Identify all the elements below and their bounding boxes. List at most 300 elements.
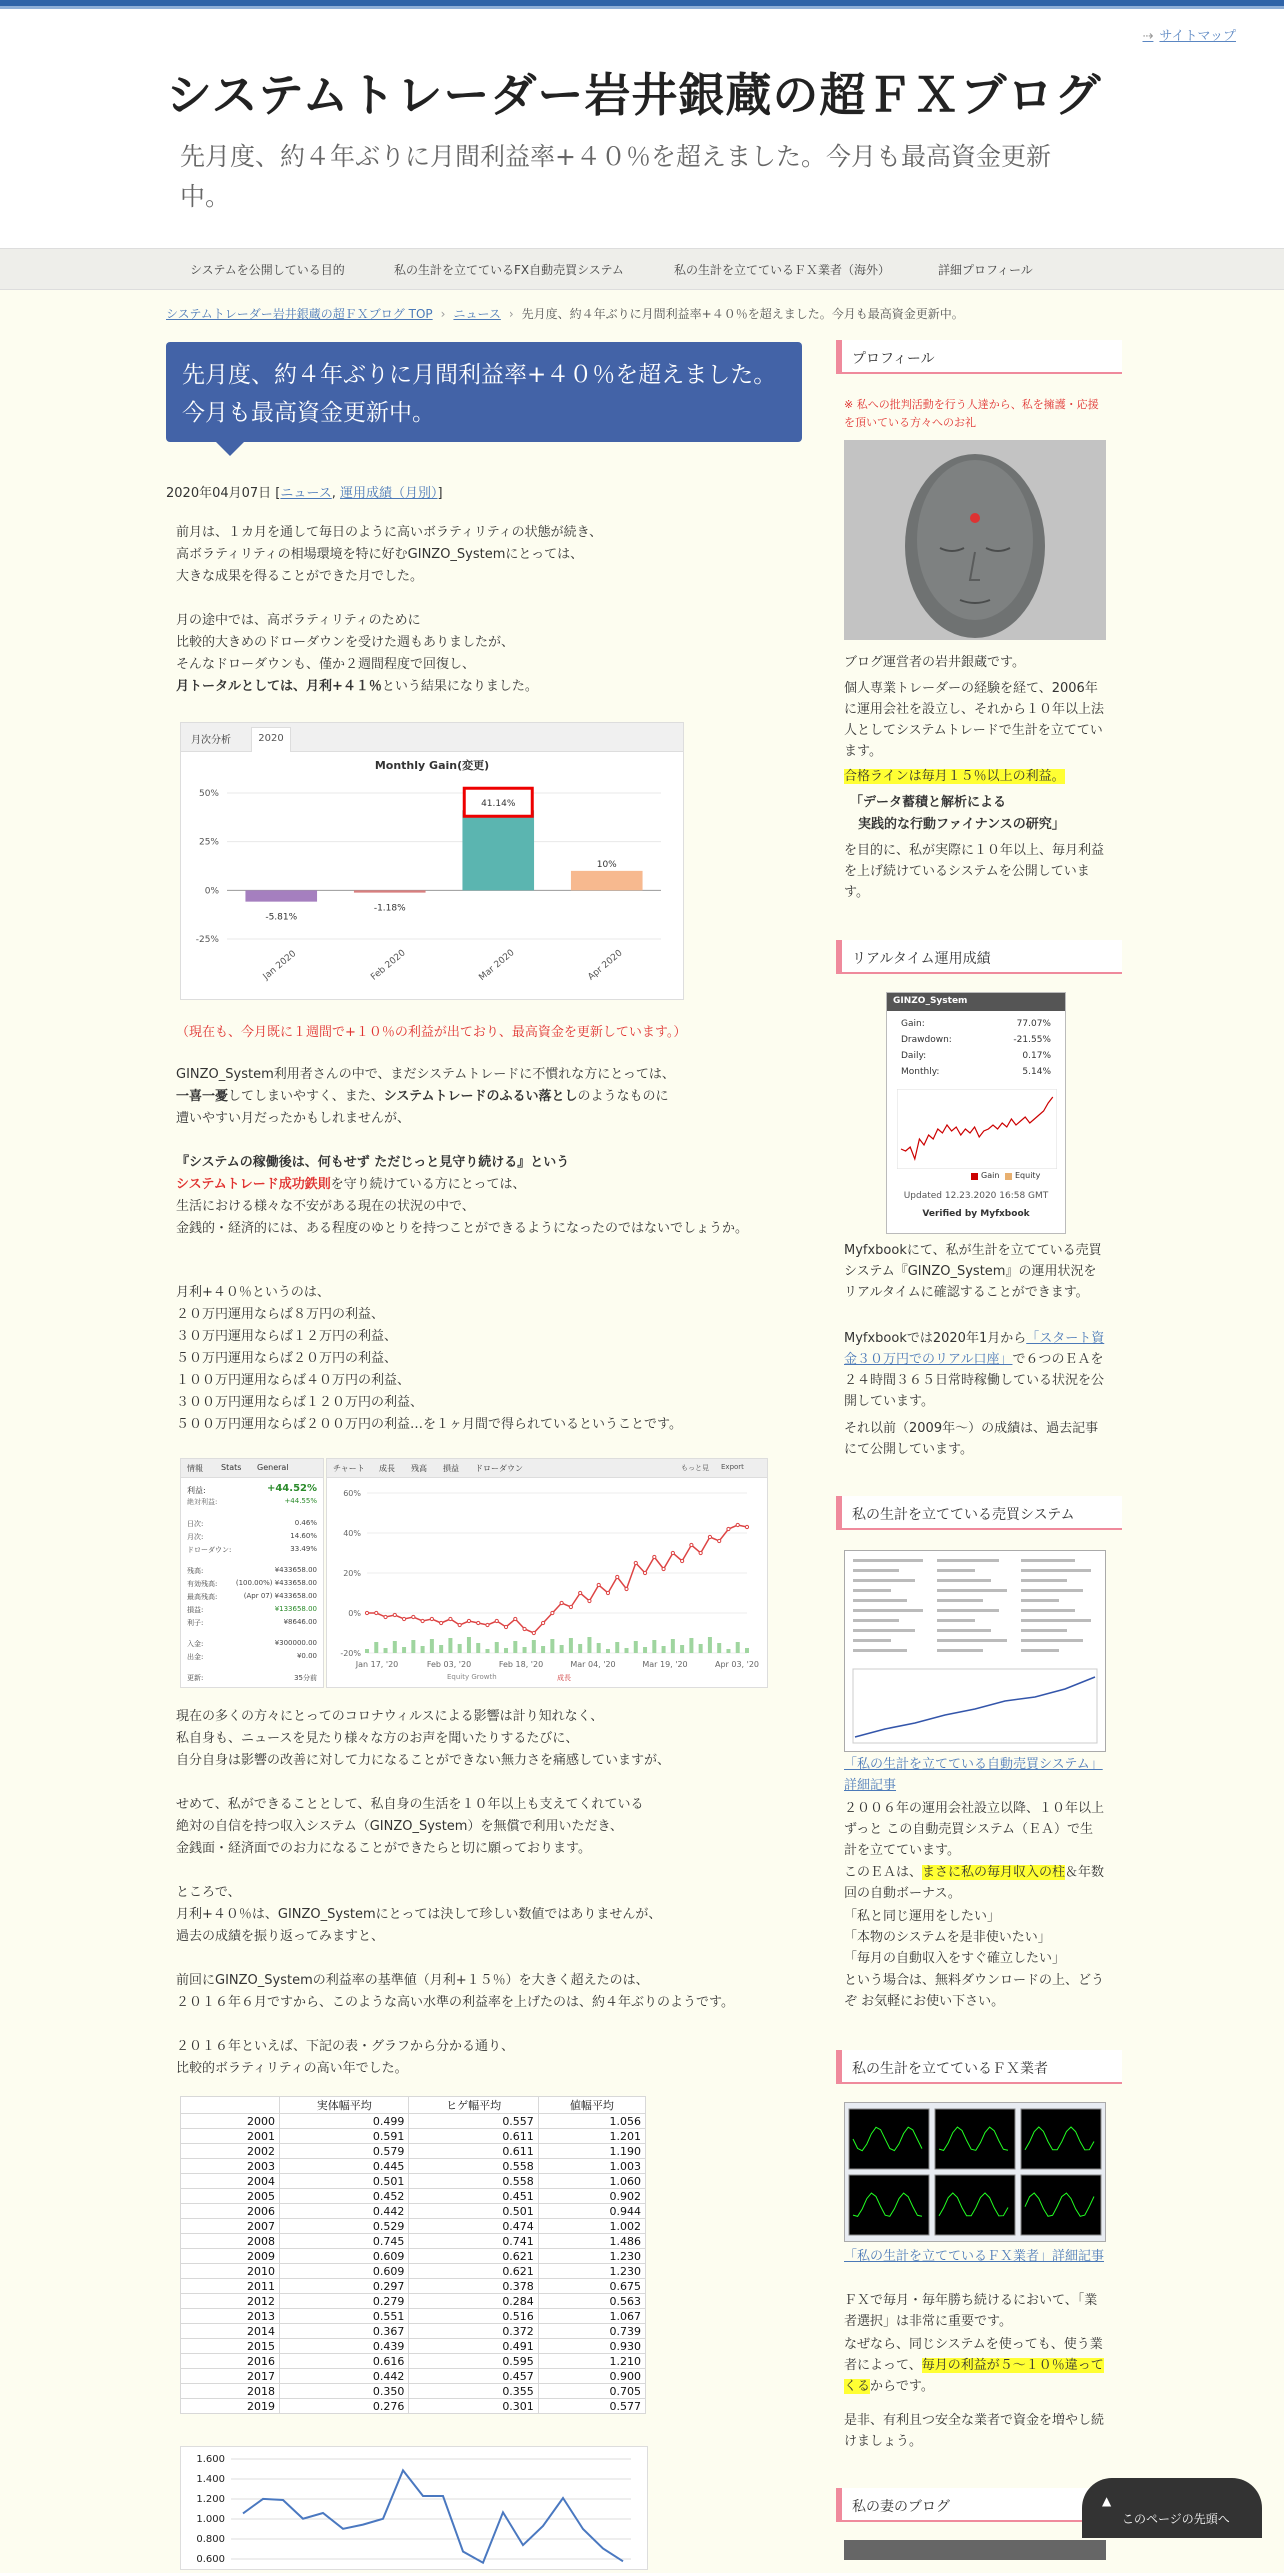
daily-bar bbox=[736, 1642, 740, 1653]
text-line: せめて、私ができることとして、私自身の生活を１０年以上も支えてくれている bbox=[176, 1797, 644, 1812]
table-row bbox=[181, 2384, 646, 2399]
stat-label: Gain: bbox=[901, 1019, 925, 1029]
volatility-table bbox=[180, 2096, 646, 2414]
daily-bar bbox=[625, 1648, 629, 1653]
daily-bar bbox=[662, 1646, 666, 1653]
daily-bar bbox=[532, 1640, 536, 1653]
report-text-line bbox=[937, 1649, 983, 1652]
real-account-link[interactable]: 「スタート資金３０万円でのリアル口座」 bbox=[844, 1331, 1105, 1367]
post-title-box bbox=[166, 342, 802, 442]
growth-point bbox=[449, 1617, 452, 1620]
daily-bar bbox=[699, 1644, 703, 1653]
monthly-gain-widget bbox=[180, 722, 684, 1000]
chevron-right-icon: › bbox=[508, 307, 514, 321]
value-cell: 0.529 bbox=[280, 2219, 409, 2234]
chart-tab-drawdown[interactable]: ドローダウン bbox=[475, 1464, 523, 1473]
report-text-line bbox=[937, 1619, 975, 1622]
more-button[interactable]: もっと見 bbox=[681, 1464, 709, 1472]
post-date: 2020年04月07日 bbox=[166, 486, 272, 501]
year-cell: 2006 bbox=[181, 2204, 280, 2219]
table-row bbox=[181, 2159, 646, 2174]
year-cell: 2016 bbox=[181, 2354, 280, 2369]
daily-bar bbox=[411, 1640, 415, 1653]
value-cell: 0.579 bbox=[280, 2144, 409, 2159]
tab-monthly-analysis[interactable]: 月次分析 bbox=[191, 735, 231, 746]
table-row bbox=[181, 2249, 646, 2264]
text-line bbox=[176, 1174, 796, 1196]
mt4-chart-window bbox=[1021, 2175, 1101, 2235]
y-tick-label: 20% bbox=[343, 1569, 361, 1578]
bold-text: 月トータルとしては、月利+４１％ bbox=[176, 679, 382, 694]
table-row bbox=[181, 2189, 646, 2204]
report-text-line bbox=[853, 1649, 907, 1652]
col-header-wick: ヒゲ幅平均 bbox=[409, 2097, 538, 2114]
divider bbox=[836, 372, 1122, 374]
system-name: GINZO_System bbox=[893, 996, 968, 1006]
growth-point bbox=[523, 1627, 526, 1630]
year-cell: 2011 bbox=[181, 2279, 280, 2294]
value-cell: 0.902 bbox=[538, 2189, 645, 2204]
broker-desc-2 bbox=[844, 2334, 1106, 2397]
value-cell: 0.451 bbox=[409, 2189, 538, 2204]
value-cell: 0.609 bbox=[280, 2249, 409, 2264]
stat-value: ¥433658.00 bbox=[274, 1566, 317, 1574]
value-cell: 1.230 bbox=[538, 2249, 645, 2264]
widget-header-broker bbox=[836, 2050, 1122, 2082]
daily-bar bbox=[393, 1641, 397, 1653]
value-cell: 0.675 bbox=[538, 2279, 645, 2294]
text-span: なぜなら、同じシステムを使っても、使う業者によって、 bbox=[844, 2337, 1103, 2373]
breadcrumb-category[interactable]: ニュース bbox=[453, 307, 501, 321]
growth-point bbox=[458, 1623, 461, 1626]
growth-point bbox=[736, 1523, 739, 1526]
stat-label: 残高: bbox=[187, 1567, 204, 1575]
value-cell: 0.439 bbox=[280, 2339, 409, 2354]
year-cell: 2005 bbox=[181, 2189, 280, 2204]
value-cell: 0.705 bbox=[538, 2384, 645, 2399]
y-tick-label: 25% bbox=[198, 837, 219, 848]
value-cell: 0.501 bbox=[409, 2204, 538, 2219]
text-span: してしまいやすく、また、 bbox=[228, 1089, 384, 1104]
value-cell: 0.367 bbox=[280, 2324, 409, 2339]
table-row bbox=[181, 2219, 646, 2234]
paragraph-7 bbox=[176, 1794, 796, 1860]
growth-point bbox=[467, 1619, 470, 1622]
bar bbox=[245, 890, 317, 901]
daily-bar bbox=[717, 1643, 721, 1653]
value-cell: 0.491 bbox=[409, 2339, 538, 2354]
year-cell: 2001 bbox=[181, 2129, 280, 2144]
profile-bold-1: 「データ蓄積と解析による bbox=[850, 795, 1007, 810]
text-span: のようなものに bbox=[577, 1089, 669, 1104]
value-cell: 0.621 bbox=[409, 2249, 538, 2264]
chart-tab-profit[interactable]: 損益 bbox=[443, 1464, 459, 1473]
paragraph-8 bbox=[176, 1882, 796, 1948]
text-span: Myfxbookでは2020年1月から bbox=[844, 1331, 1027, 1346]
year-cell: 2017 bbox=[181, 2369, 280, 2384]
stat-label: Daily: bbox=[901, 1051, 927, 1061]
year-cell: 2003 bbox=[181, 2159, 280, 2174]
y-tick-label: 1.000 bbox=[196, 2514, 225, 2525]
growth-point bbox=[514, 1617, 517, 1620]
widget-title: リアルタイム運用成績 bbox=[852, 951, 991, 967]
report-text-line bbox=[1021, 1609, 1075, 1612]
growth-point bbox=[643, 1571, 646, 1574]
back-to-top-button[interactable] bbox=[1082, 2478, 1262, 2538]
category-link-news[interactable]: ニュース bbox=[280, 486, 332, 501]
report-text-line bbox=[853, 1559, 923, 1562]
breadcrumb-current: 先月度、約４年ぶりに月間利益率+４０％を超えました。今月も最高資金更新中。 bbox=[521, 307, 964, 321]
global-nav bbox=[0, 248, 1284, 290]
widget-title: 私の妻のブログ bbox=[852, 2499, 950, 2515]
growth-point bbox=[551, 1611, 554, 1614]
growth-point bbox=[671, 1551, 674, 1554]
broker-screenshot-thumbnail[interactable] bbox=[844, 2102, 1106, 2242]
nav-item-purpose[interactable]: システムを公開している目的 bbox=[190, 263, 345, 277]
text-line: そんなドローダウンも、僅か２週間程度で回復し、 bbox=[176, 657, 476, 672]
y-tick-label: 50% bbox=[198, 789, 219, 799]
broker-desc: ＦＸで毎月・毎年勝ち続けるにおいて、「業者選択」は非常に重要です。 bbox=[844, 2293, 1098, 2329]
post-title: 先月度、約４年ぶりに月間利益率+４０％を超えました。今月も最高資金更新中。 bbox=[182, 362, 777, 426]
growth-point bbox=[681, 1559, 684, 1562]
year-cell: 2012 bbox=[181, 2294, 280, 2309]
y-tick-label: 1.600 bbox=[196, 2454, 225, 2465]
value-cell: 1.230 bbox=[538, 2264, 645, 2279]
daily-bar bbox=[374, 1642, 378, 1653]
table-row bbox=[181, 2294, 646, 2309]
volatility-table-box bbox=[180, 2096, 646, 2414]
value-cell: 0.301 bbox=[409, 2399, 538, 2414]
report-text-line bbox=[853, 1609, 923, 1612]
value-cell: 0.551 bbox=[280, 2309, 409, 2324]
value-cell: 0.516 bbox=[409, 2309, 538, 2324]
x-tick-label: Mar 2020 bbox=[477, 947, 517, 984]
export-button[interactable]: Export bbox=[721, 1463, 744, 1471]
volatility-chart-box bbox=[180, 2446, 648, 2570]
volatility-line-chart bbox=[181, 2447, 647, 2569]
text-line: ２０１６年６月ですから、このような高い水準の利益率を上げたのは、約４年ぶりのようです。 bbox=[176, 1995, 734, 2010]
report-text-line bbox=[853, 1639, 891, 1642]
legend-equity-growth: Equity Growth bbox=[447, 1673, 497, 1681]
value-cell: 1.486 bbox=[538, 2234, 645, 2249]
myfxbook-widget[interactable] bbox=[886, 992, 1066, 1234]
report-text-line bbox=[937, 1559, 999, 1562]
report-text-line bbox=[1021, 1599, 1059, 1602]
chart-tab-chart[interactable]: チャート bbox=[333, 1464, 365, 1473]
tab-general[interactable]: General bbox=[257, 1463, 289, 1472]
divider bbox=[836, 1528, 1122, 1530]
value-cell: 0.442 bbox=[280, 2204, 409, 2219]
table-row bbox=[181, 2174, 646, 2189]
mt4-chart-window bbox=[935, 2175, 1015, 2235]
report-text-line bbox=[1021, 1579, 1067, 1582]
daily-bar bbox=[643, 1647, 647, 1653]
legend-growth: 成長 bbox=[557, 1674, 571, 1682]
daily-bar bbox=[708, 1637, 712, 1653]
value-cell: 0.558 bbox=[409, 2174, 538, 2189]
report-text-line bbox=[937, 1609, 999, 1612]
value-cell: 1.067 bbox=[538, 2309, 645, 2324]
daily-bar bbox=[569, 1638, 573, 1653]
stat-label: 月次: bbox=[187, 1533, 204, 1541]
daily-bar bbox=[689, 1638, 693, 1653]
paragraph-1 bbox=[176, 522, 796, 588]
text-line: 月利+４０％は、GINZO_Systemにとっては決して珍しい数値ではありませんが、 bbox=[176, 1907, 662, 1922]
daily-bar bbox=[560, 1645, 564, 1653]
report-text-line bbox=[853, 1599, 907, 1602]
nav-item-profile[interactable]: 詳細プロフィール bbox=[938, 263, 1033, 277]
year-cell: 2019 bbox=[181, 2399, 280, 2414]
report-text-line bbox=[1021, 1569, 1091, 1572]
text-line: 比較的大きめのドローダウンを受けた週もありましたが、 bbox=[176, 635, 515, 650]
growth-point bbox=[504, 1625, 507, 1628]
stat-value: (100.00%) ¥433658.00 bbox=[235, 1579, 317, 1587]
text-line: 現在の多くの方々にとってのコロナウィルスによる影響は計り知れなく、 bbox=[176, 1709, 604, 1724]
growth-point bbox=[532, 1631, 535, 1634]
growth-point bbox=[616, 1575, 619, 1578]
broker-detail-link[interactable]: 「私の生計を立てているＦＸ業者」詳細記事 bbox=[844, 2249, 1105, 2264]
stat-value: ¥300000.00 bbox=[274, 1639, 317, 1647]
report-text-line bbox=[937, 1639, 1007, 1642]
growth-point bbox=[745, 1525, 748, 1528]
breadcrumb-home[interactable]: システムトレーダー岩井銀蔵の超ＦＸブログ TOP bbox=[166, 307, 433, 321]
y-tick-label: 0.800 bbox=[196, 2534, 225, 2545]
text-line: 金銭面・経済面でのお力になることができたらと切に願っております。 bbox=[176, 1841, 591, 1856]
y-tick-label: 40% bbox=[343, 1529, 361, 1538]
profile-purpose: を目的に、私が実際に１０年以上、毎月利益を上げ続けているシステムを公開しています。 bbox=[844, 843, 1105, 900]
growth-point bbox=[375, 1611, 378, 1614]
growth-point bbox=[477, 1621, 480, 1624]
daily-bar bbox=[587, 1637, 591, 1653]
daily-bar bbox=[671, 1639, 675, 1653]
abs-gain-value: +44.55% bbox=[284, 1497, 317, 1505]
year-cell: 2018 bbox=[181, 2384, 280, 2399]
daily-bar bbox=[402, 1647, 406, 1653]
report-chart-frame bbox=[853, 1669, 1097, 1743]
text-line: ５０万円運用ならば２０万円の利益、 bbox=[176, 1351, 398, 1366]
text-line: 絶対の自信を持つ収入システム（GINZO_System）を無償で利用いただき、 bbox=[176, 1819, 623, 1834]
tab-year[interactable]: 2020 bbox=[251, 727, 291, 752]
widget-header-realtime bbox=[836, 940, 1122, 972]
text-line: 大きな成果を得ることができた月でした。 bbox=[176, 569, 424, 584]
legend-gain: Gain bbox=[981, 1171, 1000, 1180]
abs-gain-label: 絶対利益: bbox=[187, 1498, 218, 1506]
x-tick-label: Feb 2020 bbox=[369, 948, 408, 983]
red-bold-text: システムトレード成功鉄則 bbox=[176, 1177, 331, 1192]
growth-point bbox=[440, 1621, 443, 1624]
value-cell: 0.372 bbox=[409, 2324, 538, 2339]
stat-value: ¥8646.00 bbox=[283, 1618, 317, 1626]
year-cell: 2009 bbox=[181, 2249, 280, 2264]
title-pointer bbox=[216, 442, 244, 456]
value-cell: 0.355 bbox=[409, 2384, 538, 2399]
stat-label: 出金: bbox=[187, 1653, 204, 1661]
daily-bar bbox=[615, 1642, 619, 1653]
value-cell: 1.210 bbox=[538, 2354, 645, 2369]
legend-equity-swatch bbox=[1005, 1173, 1012, 1180]
y-tick-label: 60% bbox=[343, 1489, 361, 1498]
value-cell: 0.745 bbox=[280, 2234, 409, 2249]
x-tick-label: Feb 18, '20 bbox=[498, 1660, 544, 1669]
table-row bbox=[181, 2144, 646, 2159]
year-cell: 2015 bbox=[181, 2339, 280, 2354]
value-cell: 0.595 bbox=[409, 2354, 538, 2369]
year-cell: 2010 bbox=[181, 2264, 280, 2279]
value-cell: 0.611 bbox=[409, 2129, 538, 2144]
growth-point bbox=[625, 1587, 628, 1590]
text-line bbox=[176, 1086, 796, 1108]
report-image bbox=[845, 1551, 1105, 1751]
value-cell: 0.457 bbox=[409, 2369, 538, 2384]
table-row bbox=[181, 2264, 646, 2279]
widget-title: 私の生計を立てているＦＸ業者 bbox=[852, 2061, 1048, 2077]
x-tick-label: Mar 19, '20 bbox=[642, 1660, 688, 1669]
nav-item-fx-broker[interactable]: 私の生計を立てているＦＸ業者（海外） bbox=[674, 263, 891, 277]
y-tick-label: 0% bbox=[348, 1609, 361, 1618]
quote-line: 「私と同じ運用をしたい」 bbox=[844, 1909, 1001, 1924]
nav-item-fx-system[interactable]: 私の生計を立てているFX自動売買システム bbox=[394, 263, 624, 277]
bar bbox=[571, 871, 643, 890]
tab-info[interactable]: 情報 bbox=[187, 1464, 203, 1473]
value-cell: 0.557 bbox=[409, 2114, 538, 2129]
col-header-body: 実体幅平均 bbox=[280, 2097, 409, 2114]
realtime-desc-2 bbox=[844, 1328, 1106, 1412]
year-cell: 2013 bbox=[181, 2309, 280, 2324]
bold-text: 一喜一憂 bbox=[176, 1089, 229, 1104]
paragraph-6 bbox=[176, 1706, 796, 1772]
site-description: 先月度、約４年ぶりに月間利益率+４０％を超えました。今月も最高資金更新中。 bbox=[180, 142, 1051, 211]
tab-stats[interactable]: Stats bbox=[221, 1463, 242, 1472]
growth-point bbox=[708, 1535, 711, 1538]
widget-header-system bbox=[836, 1496, 1122, 1528]
value-cell: 1.003 bbox=[538, 2159, 645, 2174]
x-tick-label: Feb 03, '20 bbox=[426, 1660, 472, 1669]
stat-value: 77.07% bbox=[1016, 1019, 1051, 1029]
daily-bar bbox=[365, 1649, 369, 1653]
stat-value: -21.55% bbox=[1013, 1035, 1051, 1045]
highlight-text: 毎月の利益が５～１０％違ってくる bbox=[844, 2358, 1104, 2394]
growth-point bbox=[588, 1599, 591, 1602]
daily-bar bbox=[606, 1649, 610, 1653]
x-tick-label: Apr 03, '20 bbox=[714, 1660, 760, 1669]
system-desc-2 bbox=[844, 1862, 1106, 1904]
bar bbox=[462, 810, 534, 890]
chart-tab-balance[interactable]: 残高 bbox=[411, 1464, 427, 1473]
legend-gain-swatch bbox=[971, 1173, 978, 1180]
stat-value: ¥133658.00 bbox=[274, 1605, 317, 1613]
data-label: -1.18% bbox=[373, 903, 406, 914]
stat-label: 最高残高: bbox=[187, 1593, 218, 1601]
daily-bar bbox=[467, 1637, 471, 1653]
text-line: 比較的ボラティリティの高い年でした。 bbox=[176, 2061, 408, 2076]
updated-text: Updated 12.23.2020 16:58 GMT bbox=[903, 1191, 1049, 1201]
system-report-thumbnail[interactable] bbox=[844, 1550, 1106, 1752]
value-cell: 0.499 bbox=[280, 2114, 409, 2129]
value-cell: 0.944 bbox=[538, 2204, 645, 2219]
arrow-icon: ⇢ bbox=[1142, 29, 1154, 44]
stat-value: 5.14% bbox=[1022, 1067, 1051, 1077]
value-cell: 0.609 bbox=[280, 2264, 409, 2279]
growth-point bbox=[634, 1561, 637, 1564]
widget-title: プロフィール bbox=[852, 351, 935, 367]
table-corner bbox=[181, 2097, 280, 2114]
gain-label: 利益: bbox=[187, 1486, 206, 1495]
monthly-gain-chart bbox=[181, 753, 683, 999]
value-cell: 0.474 bbox=[409, 2219, 538, 2234]
legend-equity: Equity bbox=[1015, 1171, 1041, 1180]
value-cell: 0.452 bbox=[280, 2189, 409, 2204]
text-line: 月利+４０％というのは、 bbox=[176, 1285, 330, 1300]
text-line: GINZO_System利用者さんの中で、まだシステムトレードに不慣れな方にとっては、 bbox=[176, 1067, 675, 1082]
value-cell: 0.350 bbox=[280, 2384, 409, 2399]
growth-point bbox=[402, 1617, 405, 1620]
sitemap-link[interactable] bbox=[1143, 25, 1236, 44]
col-header-range: 値幅平均 bbox=[538, 2097, 645, 2114]
year-cell: 2002 bbox=[181, 2144, 280, 2159]
report-text-line bbox=[1021, 1559, 1075, 1562]
stat-label: 利子: bbox=[187, 1619, 204, 1627]
y-tick-label: 0% bbox=[204, 886, 219, 897]
category-link-monthly[interactable]: 運用成績（月別） bbox=[340, 486, 438, 501]
table-row bbox=[181, 2324, 646, 2339]
system-detail-link[interactable]: 「私の生計を立てている自動売買システム」詳細記事 bbox=[844, 1757, 1103, 1793]
daily-bar bbox=[495, 1642, 499, 1653]
growth-point bbox=[597, 1583, 600, 1586]
text-span: からです。 bbox=[870, 2379, 934, 2394]
value-cell: 0.900 bbox=[538, 2369, 645, 2384]
value-cell: 1.201 bbox=[538, 2129, 645, 2144]
value-cell: 0.577 bbox=[538, 2399, 645, 2414]
daily-bar bbox=[430, 1639, 434, 1653]
text-line: ２０万円運用ならば８万円の利益、 bbox=[176, 1307, 385, 1322]
bar bbox=[354, 890, 426, 892]
stat-label: 有効残高: bbox=[187, 1580, 218, 1588]
table-row bbox=[181, 2204, 646, 2219]
value-cell: 0.611 bbox=[409, 2144, 538, 2159]
daily-bar bbox=[421, 1646, 425, 1653]
daily-bar bbox=[541, 1646, 545, 1653]
value-cell: 1.002 bbox=[538, 2219, 645, 2234]
paragraph-3 bbox=[176, 1064, 796, 1130]
stat-value: (Apr 07) ¥433658.00 bbox=[243, 1592, 317, 1600]
wife-blog-thumbnail[interactable] bbox=[844, 2540, 1106, 2560]
value-cell: 0.501 bbox=[280, 2174, 409, 2189]
text-line bbox=[176, 676, 796, 698]
daily-bar bbox=[745, 1648, 749, 1653]
value-cell: 0.445 bbox=[280, 2159, 409, 2174]
daily-bar bbox=[458, 1644, 462, 1653]
data-label: -5.81% bbox=[265, 912, 298, 923]
site-title[interactable]: システムトレーダー岩井銀蔵の超ＦＸブログ bbox=[166, 68, 1102, 122]
stats-panel bbox=[180, 1458, 324, 1688]
table-row bbox=[181, 2354, 646, 2369]
paragraph-4 bbox=[176, 1152, 796, 1240]
realtime-desc: Myfxbookにて、私が生計を立てている売買システム『GINZO_System』の運用状況をリアルタイムに確認することができます。 bbox=[844, 1243, 1102, 1300]
profile-highlight bbox=[844, 766, 1106, 787]
text-span: という結果になりました。 bbox=[381, 679, 538, 694]
daily-bar bbox=[485, 1649, 489, 1653]
value-cell: 0.558 bbox=[409, 2159, 538, 2174]
value-cell: 0.442 bbox=[280, 2369, 409, 2384]
growth-point bbox=[393, 1613, 396, 1616]
text-line: 高ボラティリティの相場環境を特に好むGINZO_Systemにとっては、 bbox=[176, 547, 584, 562]
profile-note[interactable]: ※ 私への批判活動を行う人達から、私を擁護・応援を頂いている方々へのお礼 bbox=[844, 398, 1099, 429]
y-tick-label: -20% bbox=[340, 1649, 361, 1658]
text-span: で６つのＥＡを２４時間３６５日常時稼働している状況を公開しています。 bbox=[844, 1352, 1105, 1409]
text-line: 月の途中では、高ボラティリティのために bbox=[176, 613, 421, 628]
growth-point bbox=[421, 1619, 424, 1622]
chart-tab-growth[interactable]: 成長 bbox=[379, 1464, 395, 1473]
